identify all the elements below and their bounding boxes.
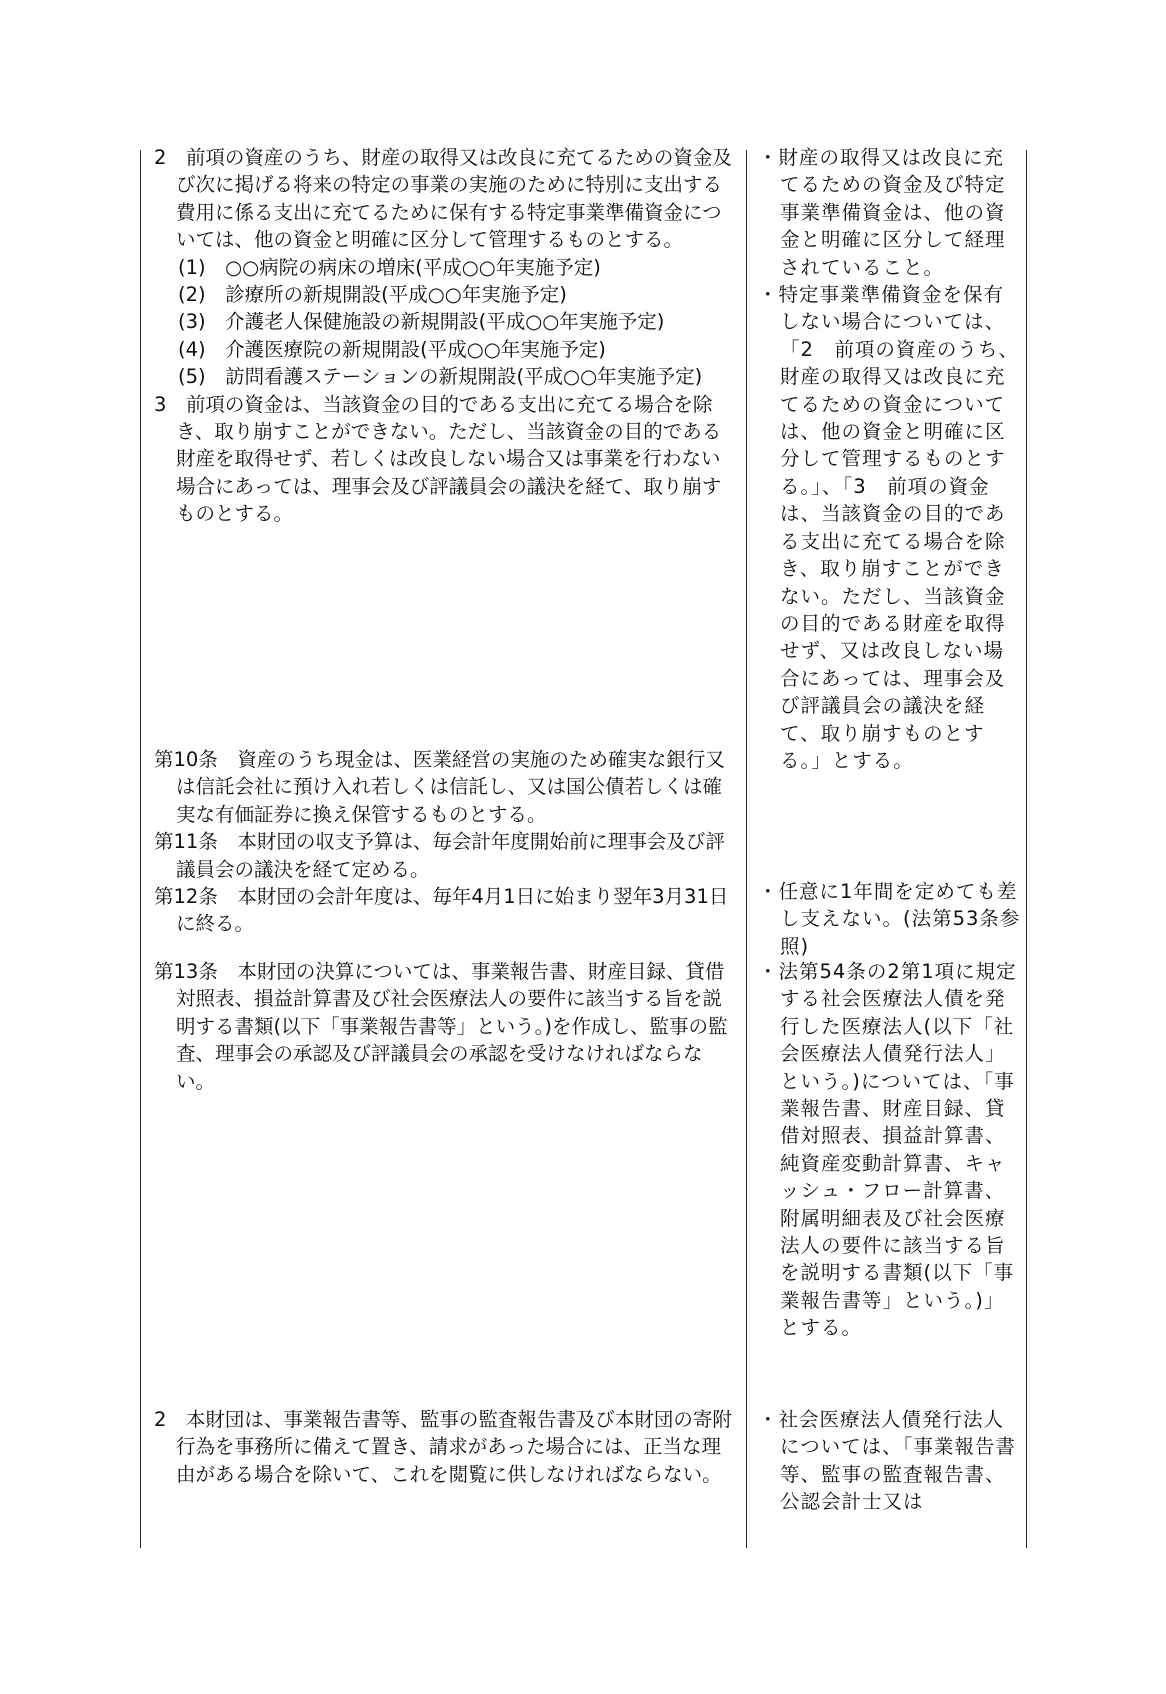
paragraph-2: 2 前項の資産のうち、財産の取得又は改良に充てるための資金及び次に掲げる将来の特定の事業の実施のために特別に支出する費用に係る支出に充てるために保有する特定事業準備資金については、他の資金と明確に区分して管理するものとする。 [154,146,732,252]
list-item-1: (1) ○○病院の病床の増床(平成○○年実施予定) [178,255,601,279]
article-12: 第12条 本財団の会計年度は、毎年4月1日に始まり翌年3月31日に終る。 [154,885,729,936]
table-border-right [1026,150,1027,1548]
notes-column-block-4 [758,1406,1024,1516]
list-item-5: (5) 訪問看護ステーションの新規開設(平成○○年実施予定) [178,365,703,389]
list-item-2: (2) 診療所の新規開設(平成○○年実施予定) [178,283,567,307]
note-reserve-fund: ・財産の取得又は改良に充てるための資金及び特定事業準備資金は、他の資金と明確に区分して経理されていること。 [758,146,1006,279]
note-no-reserve-fund: ・特定事業準備資金を保有しない場合については、「2 前項の資産のうち、財産の取得又は改良に充てるための資金については、他の資金と明確に区分して管理するものとする。」、「3 前項の資金は、当該資金の目的である支出に充てる場合を除き、取り崩すことができない。ただし、当該資金の目的である財産を取得せず、又は改良しない場合にあっては、理事会及び評議員会の議決を経て、取り崩すものとする。」とする。 [758,283,1019,772]
note-bond-issuer: ・法第54条の2第1項に規定する社会医療法人債を発行した医療法人(以下「社会医療法人債発行法人」という。)については、「事業報告書、財産目録、貸借対照表、損益計算書、純資産変動計算書、キャッシュ・フロー計算書、附属明細表及び社会医療法人の要件に該当する旨を説明する書類(以下「事業報告書等」という。)」とする。 [758,960,1017,1340]
notes-column-block-2 [758,878,1024,960]
note-bond-issuer-disclosure: ・社会医療法人債発行法人については、「事業報告書等、監事の監査報告書、公認会計士又は [758,1408,1016,1514]
main-column-block-3 [154,958,739,1095]
table-divider [746,150,747,1548]
list-item-3: (3) 介護老人保健施設の新規開設(平成○○年実施予定) [178,310,665,334]
main-column-block-4 [154,1406,739,1488]
paragraph-3: 3 前項の資金は、当該資金の目的である支出に充てる場合を除き、取り崩すことができない。ただし、当該資金の目的である財産を取得せず、若しくは改良しない場合又は事業を行わない場合にあっては、理事会及び評議員会の議決を経て、取り崩すものとする。 [154,392,722,526]
notes-column-block-1 [758,144,1024,774]
notes-column-block-3 [758,958,1024,1342]
article-13: 第13条 本財団の決算については、事業報告書、財産目録、貸借対照表、損益計算書及び社会医療法人の要件に該当する旨を説明する書類(以下「事業報告書等」という。)を作成し、監事の監査、理事会の承認及び評議員会の承認を受けなければならない。 [154,960,728,1093]
article-11: 第11条 本財団の収支予算は、毎会計年度開始前に理事会及び評議員会の議決を経て定める。 [154,830,725,881]
note-fiscal-year: ・任意に1年間を定めても差し支えない。(法第53条参照) [758,880,1021,958]
list-item-4: (4) 介護医療院の新規開設(平成○○年実施予定) [178,337,606,361]
article-13-paragraph-2: 2 本財団は、事業報告書等、監事の監査報告書及び本財団の寄附行為を事務所に備えて置き、請求があった場合には、正当な理由がある場合を除いて、これを閲覧に供しなければならない。 [154,1408,732,1486]
article-10: 第10条 資産のうち現金は、医業経営の実施のため確実な銀行又は信託会社に預け入れ若しくは信託し、又は国公債若しくは確実な有価証券に換え保管するものとする。 [154,748,725,826]
main-column-block-2 [154,746,739,938]
document-table [140,146,1028,1548]
main-column-block-1 [154,144,739,528]
table-border-left [140,150,141,1548]
